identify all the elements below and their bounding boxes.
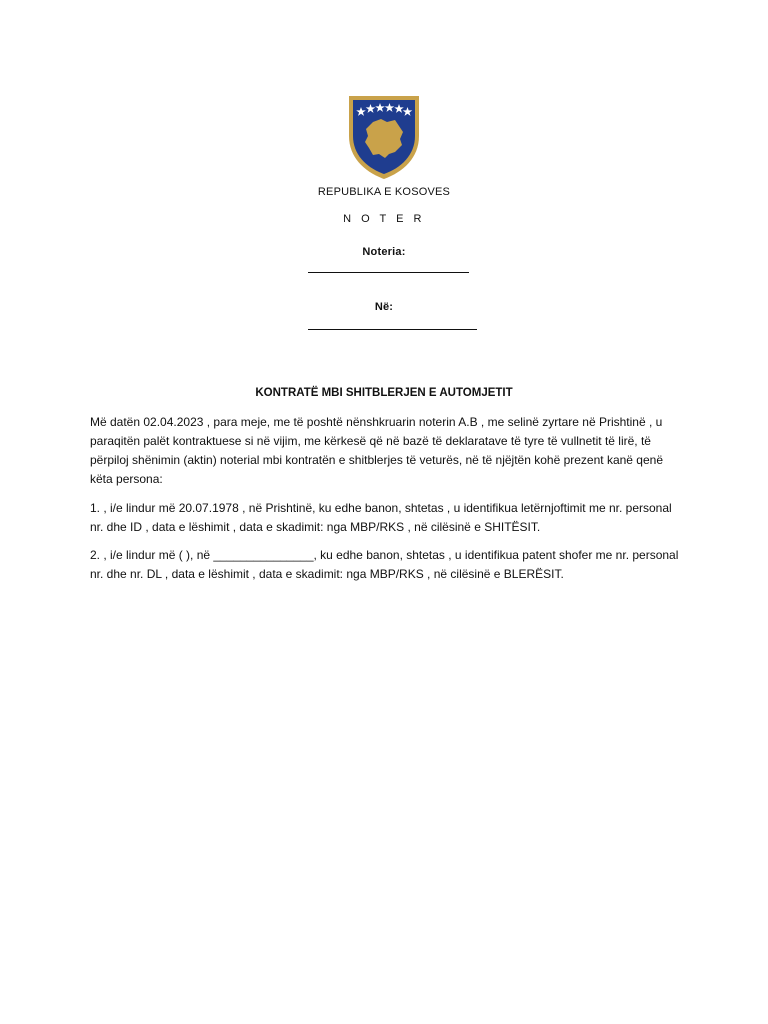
place-label: Në: bbox=[374, 301, 394, 313]
buyer-paragraph: 2. , i/e lindur më ( ), në _______________, ku edhe banon, shtetas , u identifikua patent shofer me nr. personal nr. dhe nr. DL , data e lëshimit , data e skadimit: nga MBP/RKS , në cilësinë e BLERËSIT. bbox=[90, 548, 679, 581]
notary-blank-line bbox=[308, 272, 469, 273]
country-heading: REPUBLIKA E KOSOVES bbox=[317, 186, 451, 198]
contract-title: KONTRATË MBI SHITBLERJEN E AUTOMJETIT bbox=[255, 387, 513, 399]
seller-paragraph: 1. , i/e lindur më 20.07.1978 , në Prishtinë, ku edhe banon, shtetas , u identifikua letërnjoftimit me nr. personal nr. dhe ID , data e lëshimit , data e skadimit: nga MBP/RKS , në cilësinë e SHITËSIT. bbox=[90, 501, 672, 534]
coat-of-arms-icon bbox=[345, 92, 423, 182]
office-heading: N O T E R bbox=[343, 213, 425, 225]
notary-label: Noteria: bbox=[362, 246, 406, 258]
place-blank-line bbox=[308, 329, 477, 330]
intro-paragraph: Më datën 02.04.2023 , para meje, me të poshtë nënshkruarin noterin A.B , me selinë zyrtare në Prishtinë , u paraqitën palët kontraktuese si në vijim, me kërkesë që në bazë të deklaratave të tyre të vullnetit të lirë, të përpiloj shënimin (aktin) noterial mbi kontratën e shitblerjes të veturës, në të njëjtën kohë prezent kanë qenë këta persona: bbox=[90, 415, 663, 486]
